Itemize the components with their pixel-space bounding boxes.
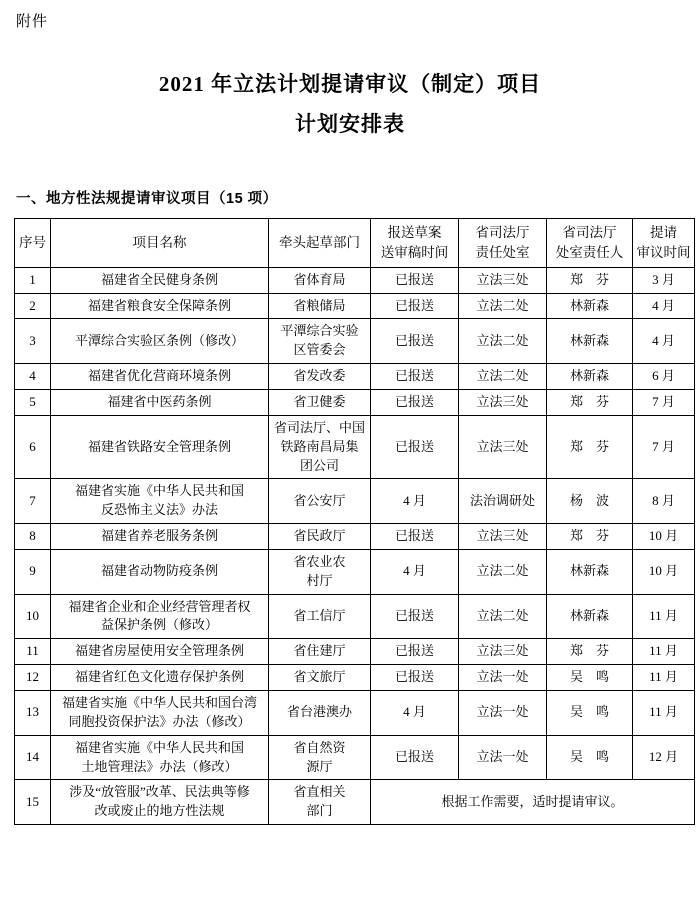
- header-submit-time: [371, 218, 459, 267]
- cell-project-name: 福建省养老服务条例: [51, 524, 269, 550]
- cell-review-time: 7 月: [633, 415, 695, 479]
- cell-index: 4: [15, 364, 51, 390]
- cell-responsible-person: 吴 鸣: [547, 665, 633, 691]
- header-project-name: 项目名称: [51, 218, 269, 267]
- table-header: [15, 218, 695, 267]
- project-name-line-1: 福建省实施《中华人民共和国: [74, 483, 244, 499]
- cell-responsible-office: 立法一处: [459, 665, 547, 691]
- table-row: [15, 690, 695, 735]
- table-row: [15, 479, 695, 524]
- header-responsible-person-line1: 省司法厅: [562, 225, 617, 241]
- cell-lead-department: [269, 415, 371, 479]
- table-row: [15, 390, 695, 416]
- cell-responsible-person: 郑 芬: [547, 390, 633, 416]
- cell-responsible-person: 林新森: [547, 549, 633, 594]
- cell-responsible-person: 郑 芬: [547, 267, 633, 293]
- table-row: [15, 549, 695, 594]
- cell-index: 2: [15, 293, 51, 319]
- cell-project-name: [51, 735, 269, 780]
- project-name-line-2: 益保护条例（修改）: [100, 617, 218, 633]
- table-row: [15, 780, 695, 825]
- cell-responsible-person: 吴 鸣: [547, 735, 633, 780]
- cell-review-time: 10 月: [633, 524, 695, 550]
- cell-responsible-office: 立法一处: [459, 735, 547, 780]
- cell-submit-time: 4 月: [371, 479, 459, 524]
- cell-project-name: [51, 690, 269, 735]
- cell-project-name: 福建省房屋使用安全管理条例: [51, 639, 269, 665]
- title-line-2: 计划安排表: [295, 111, 405, 136]
- table-row: [15, 267, 695, 293]
- header-index: 序号: [15, 218, 51, 267]
- cell-project-name: [51, 594, 269, 639]
- table-row: [15, 364, 695, 390]
- project-name-line-1: 福建省实施《中华人民共和国: [74, 739, 244, 755]
- cell-index: 13: [15, 690, 51, 735]
- cell-lead-department: [269, 319, 371, 364]
- cell-lead-department: 省粮储局: [269, 293, 371, 319]
- cell-responsible-office: 立法二处: [459, 549, 547, 594]
- table-row: [15, 293, 695, 319]
- cell-responsible-person: 林新森: [547, 364, 633, 390]
- cell-project-name: 福建省铁路安全管理条例: [51, 415, 269, 479]
- cell-responsible-office: 立法三处: [459, 415, 547, 479]
- table-row: [15, 524, 695, 550]
- cell-project-name: [51, 780, 269, 825]
- cell-lead-department: 省发改委: [269, 364, 371, 390]
- cell-project-name: 福建省中医药条例: [51, 390, 269, 416]
- cell-index: 8: [15, 524, 51, 550]
- lead-line-3: 团公司: [299, 457, 339, 473]
- cell-project-name: 福建省全民健身条例: [51, 267, 269, 293]
- page-title: [14, 65, 686, 145]
- cell-review-time: 7 月: [633, 390, 695, 416]
- cell-review-time: 3 月: [633, 267, 695, 293]
- lead-line-2: 区管委会: [293, 342, 346, 358]
- header-review-time-line1: 提请: [650, 225, 677, 241]
- cell-responsible-person: 郑 芬: [547, 415, 633, 479]
- cell-project-name: 福建省优化营商环境条例: [51, 364, 269, 390]
- cell-responsible-office: 立法三处: [459, 639, 547, 665]
- header-submit-time-line1: 报送草案: [387, 225, 442, 241]
- cell-project-name: 福建省粮食安全保障条例: [51, 293, 269, 319]
- project-name-line-1: 涉及“放管服”改革、民法典等修: [69, 784, 250, 800]
- header-lead-department: 牵头起草部门: [269, 218, 371, 267]
- project-name-line-2: 土地管理法》办法（修改）: [81, 758, 238, 774]
- project-name-line-2: 同胞投资保护法》办法（修改）: [68, 713, 251, 729]
- project-name-line-1: 福建省企业和企业经营管理者权: [68, 598, 251, 614]
- cell-lead-department: 省台港澳办: [269, 690, 371, 735]
- cell-submit-time: 已报送: [371, 735, 459, 780]
- project-name-line-1: 福建省实施《中华人民共和国台湾: [61, 694, 257, 710]
- cell-index: 10: [15, 594, 51, 639]
- cell-review-time: 4 月: [633, 319, 695, 364]
- cell-note: 根据工作需要，适时提请审议。: [371, 780, 695, 825]
- cell-lead-department: 省公安厅: [269, 479, 371, 524]
- table-row: [15, 415, 695, 479]
- section-heading: 一、地方性法规提请审议项目（15 项）: [16, 190, 278, 207]
- table-body: [15, 267, 695, 824]
- cell-index: 1: [15, 267, 51, 293]
- cell-submit-time: 已报送: [371, 364, 459, 390]
- lead-line-2: 铁路南昌局集: [280, 438, 359, 454]
- table-row: [15, 735, 695, 780]
- lead-line-1: 省司法厅、中国: [273, 419, 365, 435]
- cell-responsible-person: 杨 波: [547, 479, 633, 524]
- header-responsible-office: [459, 218, 547, 267]
- cell-responsible-person: 郑 芬: [547, 639, 633, 665]
- cell-review-time: 11 月: [633, 690, 695, 735]
- header-responsible-person-line2: 处室责任人: [555, 244, 624, 260]
- cell-responsible-office: 立法三处: [459, 267, 547, 293]
- cell-project-name: 福建省动物防疫条例: [51, 549, 269, 594]
- table-row: [15, 639, 695, 665]
- header-review-time: [633, 218, 695, 267]
- cell-lead-department: [269, 780, 371, 825]
- cell-review-time: 11 月: [633, 594, 695, 639]
- cell-responsible-office: 立法二处: [459, 319, 547, 364]
- cell-responsible-person: 吴 鸣: [547, 690, 633, 735]
- cell-lead-department: 省住建厅: [269, 639, 371, 665]
- cell-responsible-person: 林新森: [547, 319, 633, 364]
- cell-submit-time: 已报送: [371, 639, 459, 665]
- header-responsible-office-line1: 省司法厅: [475, 225, 530, 241]
- table-row: [15, 319, 695, 364]
- lead-line-1: 省农业农: [293, 553, 346, 569]
- cell-responsible-office: 立法三处: [459, 390, 547, 416]
- lead-line-1: 平潭综合实验: [280, 323, 359, 339]
- cell-review-time: 11 月: [633, 665, 695, 691]
- header-responsible-person: [547, 218, 633, 267]
- cell-responsible-person: 林新森: [547, 594, 633, 639]
- cell-submit-time: 已报送: [371, 390, 459, 416]
- lead-line-2: 部门: [306, 803, 333, 819]
- table-row: [15, 594, 695, 639]
- cell-project-name: 福建省红色文化遗存保护条例: [51, 665, 269, 691]
- header-responsible-office-line2: 责任处室: [475, 244, 530, 260]
- cell-responsible-person: 郑 芬: [547, 524, 633, 550]
- cell-index: 11: [15, 639, 51, 665]
- lead-line-2: 源厅: [306, 758, 333, 774]
- project-name-line-2: 改或废止的地方性法规: [94, 803, 225, 819]
- cell-lead-department: 省卫健委: [269, 390, 371, 416]
- cell-index: 6: [15, 415, 51, 479]
- cell-submit-time: 已报送: [371, 665, 459, 691]
- cell-submit-time: 4 月: [371, 690, 459, 735]
- cell-lead-department: [269, 549, 371, 594]
- cell-submit-time: 已报送: [371, 267, 459, 293]
- cell-lead-department: [269, 735, 371, 780]
- cell-submit-time: 4 月: [371, 549, 459, 594]
- cell-submit-time: 已报送: [371, 524, 459, 550]
- cell-responsible-office: 立法二处: [459, 594, 547, 639]
- cell-index: 14: [15, 735, 51, 780]
- attachment-label: 附件: [16, 13, 49, 30]
- cell-review-time: 12 月: [633, 735, 695, 780]
- cell-index: 15: [15, 780, 51, 825]
- project-name-line-2: 反恐怖主义法》办法: [100, 502, 218, 518]
- header-review-time-line2: 审议时间: [636, 244, 691, 260]
- cell-submit-time: 已报送: [371, 293, 459, 319]
- cell-responsible-office: 立法一处: [459, 690, 547, 735]
- cell-review-time: 4 月: [633, 293, 695, 319]
- cell-responsible-office: 法治调研处: [459, 479, 547, 524]
- cell-index: 7: [15, 479, 51, 524]
- cell-review-time: 11 月: [633, 639, 695, 665]
- cell-responsible-office: 立法二处: [459, 364, 547, 390]
- lead-line-2: 村厅: [306, 572, 333, 588]
- cell-lead-department: 省体育局: [269, 267, 371, 293]
- cell-index: 5: [15, 390, 51, 416]
- cell-project-name: [51, 479, 269, 524]
- cell-responsible-office: 立法三处: [459, 524, 547, 550]
- table-row: [15, 665, 695, 691]
- legislation-plan-table: [14, 218, 695, 825]
- cell-index: 3: [15, 319, 51, 364]
- cell-responsible-person: 林新森: [547, 293, 633, 319]
- cell-lead-department: 省民政厅: [269, 524, 371, 550]
- cell-review-time: 10 月: [633, 549, 695, 594]
- lead-line-1: 省自然资: [293, 739, 346, 755]
- cell-submit-time: 已报送: [371, 319, 459, 364]
- title-line-1: 2021 年立法计划提请审议（制定）项目: [158, 72, 542, 96]
- cell-index: 12: [15, 665, 51, 691]
- cell-project-name: 平潭综合实验区条例（修改）: [51, 319, 269, 364]
- cell-review-time: 6 月: [633, 364, 695, 390]
- header-submit-time-line2: 送审稿时间: [380, 244, 449, 260]
- cell-lead-department: 省工信厅: [269, 594, 371, 639]
- cell-submit-time: 已报送: [371, 415, 459, 479]
- cell-responsible-office: 立法二处: [459, 293, 547, 319]
- cell-index: 9: [15, 549, 51, 594]
- cell-submit-time: 已报送: [371, 594, 459, 639]
- table-header-row: [15, 218, 695, 267]
- lead-line-1: 省直相关: [293, 784, 346, 800]
- cell-lead-department: 省文旅厅: [269, 665, 371, 691]
- cell-review-time: 8 月: [633, 479, 695, 524]
